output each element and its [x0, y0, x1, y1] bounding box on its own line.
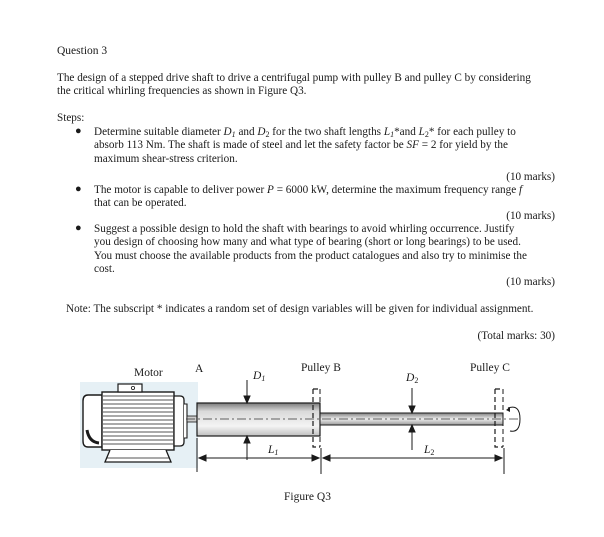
step-3-line-1: Suggest a possible design to hold the shaft with bearings to avoid whirling occurrence. Justify [94, 223, 515, 235]
d1-label: $D_1$ [253, 370, 266, 383]
question-intro [57, 72, 531, 99]
extension-lines [197, 438, 504, 474]
l2-dimension [323, 455, 502, 461]
note-text: Note: The subscript * indicates a random set of design variables will be given for individual assignment. [66, 303, 534, 315]
step-item-2 [94, 184, 522, 211]
pulley-c-label: Pulley C [470, 362, 510, 374]
step-item-3 [94, 223, 527, 277]
d2-label: $D_2$ [406, 372, 419, 385]
step-3-line-2: you design of choosing how many and what type of bearing (short or long bearings) to be used. [94, 236, 521, 249]
step-1-line-1: Determine suitable diameter $D_1$ and $D_2$ for the two shaft lengths $L_1*and$ $L_2*$ for each pulley to [94, 126, 516, 139]
step-1-line-3: maximum shear-stress criterion. [94, 152, 238, 165]
step-3-line-3: You must choose the available products from the product catalogues and also try to minimise the [94, 249, 527, 262]
step-2-line-2: that can be operated. [94, 197, 187, 210]
point-a-label: A [195, 363, 204, 375]
question-heading: Question 3 [57, 45, 108, 57]
total-marks: (Total marks: 30) [477, 330, 555, 342]
figure-caption: Figure Q3 [284, 491, 331, 503]
pulley-b-label: Pulley B [301, 362, 341, 374]
bullet-icon: ● [75, 183, 82, 195]
bullet-icon: ● [75, 222, 82, 234]
l1-label: $L_1$ [268, 444, 279, 457]
step-item-1 [94, 126, 516, 166]
intro-line: The design of a stepped drive shaft to drive a centrifugal pump with pulley B and pulley C by considering [57, 72, 531, 84]
step-2-marks: (10 marks) [506, 210, 555, 222]
l2-label: $L_2$ [424, 444, 435, 457]
figure-q3 [0, 350, 604, 490]
step-2-line-1: The motor is capable to deliver power P = 6000 kW, determine the maximum frequency range f [94, 184, 523, 196]
steps-label: Steps: [57, 112, 85, 124]
bullet-icon: ● [75, 125, 82, 137]
step-3-line-4: cost. [94, 263, 115, 276]
motor-label: Motor [134, 367, 163, 379]
step-3-marks: (10 marks) [506, 276, 555, 288]
step-1-marks: (10 marks) [506, 171, 555, 183]
l1-dimension [199, 455, 319, 461]
step-1-line-2: absorb 113 Nm. The shaft is made of steel and let the safety factor be SF = 2 for yield by the [94, 139, 508, 152]
intro-line: the critical whirling frequencies as shown in Figure Q3. [57, 85, 307, 98]
shaft-section-1 [197, 403, 320, 436]
